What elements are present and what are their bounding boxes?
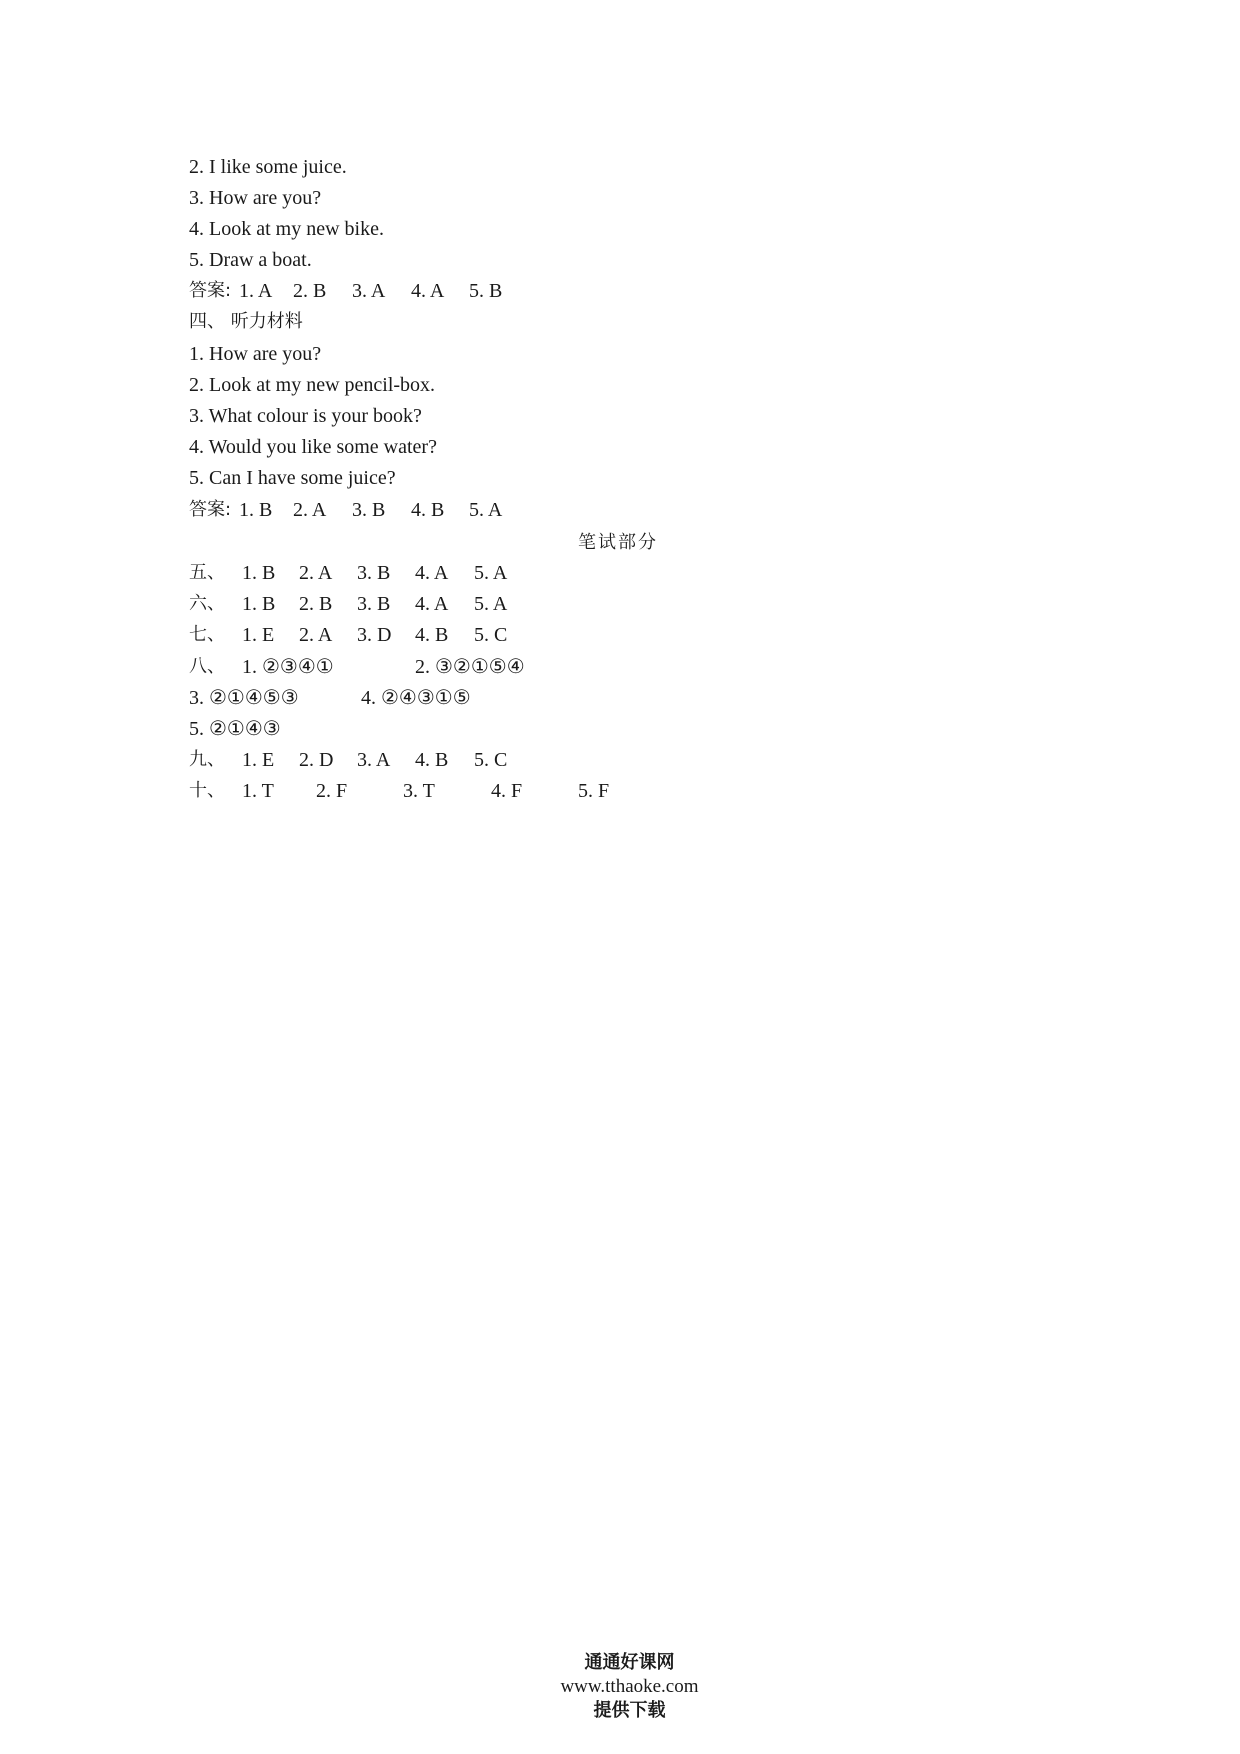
answer: 5. A: [474, 562, 508, 584]
footer: [0, 1627, 1240, 1747]
answer: 4. A: [415, 562, 449, 584]
question-number: 八、: [189, 656, 225, 677]
listening4-line-3: 3. What colour is your book?: [189, 405, 422, 427]
footer-site-name: 通通好课网: [584, 1652, 675, 1673]
footer-url-link[interactable]: www.tthaoke.com: [560, 1676, 699, 1697]
answer: 3. A: [357, 749, 391, 771]
answer: 4. ②④③①⑤: [361, 687, 471, 709]
listening4-line-2: 2. Look at my new pencil-box.: [189, 374, 436, 396]
answer: 1. B: [242, 593, 276, 615]
question-number: 六、: [189, 593, 225, 614]
answer: 3. B: [357, 562, 391, 584]
listening3-line-3: 3. How are you?: [189, 187, 322, 209]
answer: 5. A: [469, 499, 503, 521]
answer: 3. D: [357, 624, 392, 646]
question-number: 七、: [189, 624, 225, 645]
answer: 5. C: [474, 749, 508, 771]
listening3-line-4: 4. Look at my new bike.: [189, 218, 384, 240]
answer: 2. A: [299, 624, 333, 646]
answer: 2. A: [293, 499, 327, 521]
answer-label: 答案:: [189, 499, 232, 520]
answer: 3. B: [352, 499, 386, 521]
answer: 3. T: [403, 780, 435, 802]
answer: 3. ②①④⑤③: [189, 687, 299, 709]
answer: 4. B: [411, 499, 445, 521]
answer: 5. C: [474, 624, 508, 646]
answer: 1. T: [242, 780, 274, 802]
answer: 2. ③②①⑤④: [415, 656, 525, 678]
listening3-line-5: 5. Draw a boat.: [189, 249, 312, 271]
answer: 1. E: [242, 624, 275, 646]
answer: 3. B: [357, 593, 391, 615]
answer: 4. B: [415, 624, 449, 646]
section-heading: 四、 听力材料: [189, 311, 303, 332]
answer: 1. B: [239, 499, 273, 521]
answer: 1. B: [242, 562, 276, 584]
answer: 5. F: [578, 780, 610, 802]
answer: 1. A: [239, 280, 273, 302]
answer: 2. A: [299, 562, 333, 584]
question-number: 十、: [189, 780, 225, 801]
footer-suffix: 提供下载: [593, 1700, 666, 1721]
answer: 4. F: [491, 780, 523, 802]
answer: 3. A: [352, 280, 386, 302]
written-section-title: 笔试部分: [578, 532, 658, 553]
answer: 5. B: [469, 280, 503, 302]
answer: 2. B: [299, 593, 333, 615]
listening4-line-4: 4. Would you like some water?: [189, 436, 437, 458]
answer: 2. B: [293, 280, 327, 302]
answer: 1. E: [242, 749, 275, 771]
listening3-line-2: 2. I like some juice.: [189, 156, 347, 178]
answer: 4. A: [411, 280, 445, 302]
listening4-line-5: 5. Can I have some juice?: [189, 467, 396, 489]
answer-label: 答案:: [189, 280, 232, 301]
listening4-line-1: 1. How are you?: [189, 343, 322, 365]
question-number: 九、: [189, 749, 225, 770]
question-number: 五、: [189, 562, 225, 583]
answer: 5. ②①④③: [189, 718, 281, 740]
answer: 2. F: [316, 780, 348, 802]
answer: 1. ②③④①: [242, 656, 334, 678]
answer: 4. B: [415, 749, 449, 771]
answer: 2. D: [299, 749, 334, 771]
answer: 5. A: [474, 593, 508, 615]
answer: 4. A: [415, 593, 449, 615]
